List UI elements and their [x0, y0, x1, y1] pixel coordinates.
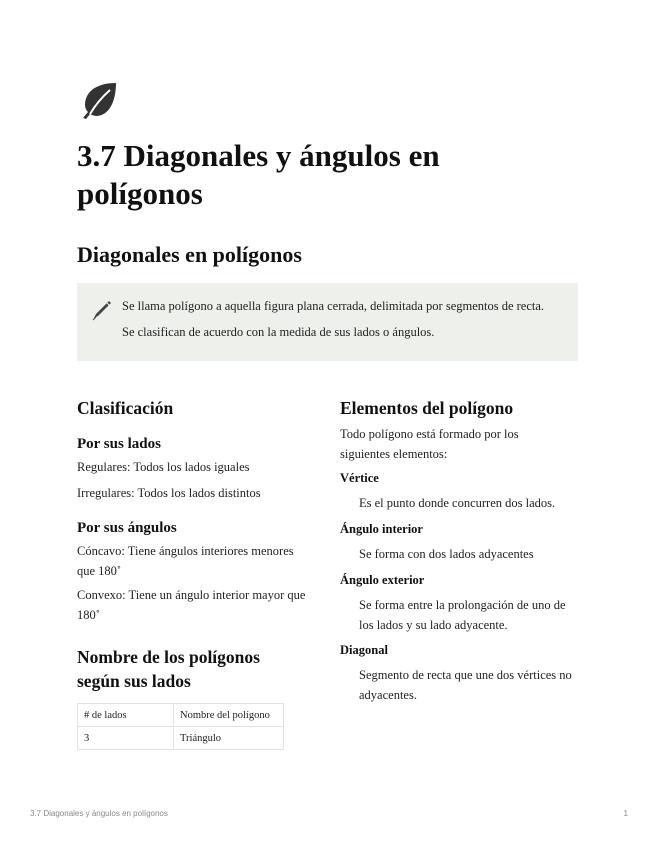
- table-header-cell: Nombre del polígono: [174, 704, 284, 727]
- elements-intro: Todo polígono está formado por los siguientes elementos:: [340, 427, 519, 461]
- note-line-1: Se llama polígono a aquella figura plana cerrada, delimitada por segmentos de recta.: [122, 299, 545, 313]
- page-number: 1: [623, 809, 628, 818]
- classification-heading: Clasificación: [77, 398, 174, 418]
- term-vertice: Vértice: [340, 471, 379, 485]
- table-header-row: [78, 704, 284, 727]
- regular-text: Regulares: Todos los lados iguales: [77, 460, 250, 474]
- right-column: [340, 396, 580, 705]
- term-angulo-exterior: Ángulo exterior: [340, 573, 425, 587]
- desc-vertice: Es el punto donde concurren dos lados.: [359, 496, 556, 510]
- desc-angulo-exterior: Se forma entre la prolongación de uno de los lados y su lado adyacente.: [359, 598, 566, 632]
- pen-icon: [91, 299, 113, 321]
- term-diagonal: Diagonal: [340, 643, 388, 657]
- note-line-2: Se clasifican de acuerdo con la medida de sus lados o ángulos.: [122, 325, 435, 339]
- term-angulo-interior: Ángulo interior: [340, 522, 423, 536]
- desc-diagonal: Segmento de recta que une dos vértices no adyacentes.: [359, 668, 572, 702]
- table-cell: 3: [78, 727, 174, 750]
- by-angles-heading: Por sus ángulos: [77, 520, 177, 536]
- leaf-icon: [80, 80, 120, 120]
- by-sides-heading: Por sus lados: [77, 436, 161, 452]
- concave-text: Cóncavo: Tiene ángulos interiores menores que 180˚: [77, 544, 294, 578]
- names-heading: Nombre de los polígonos según sus lados: [77, 647, 260, 691]
- irregular-text: Irregulares: Todos los lados distintos: [77, 486, 261, 500]
- footer-title: 3.7 Diagonales y ángulos en polígonos: [30, 809, 168, 818]
- left-column: [77, 396, 317, 750]
- polygon-names-table: [77, 703, 284, 750]
- page-title: 3.7 Diagonales y ángulos en polígonos: [77, 138, 440, 211]
- convex-text: Convexo: Tiene un ángulo interior mayor que 180˚: [77, 588, 306, 622]
- elements-heading: Elementos del polígono: [340, 398, 514, 418]
- table-row: [78, 727, 284, 750]
- table-header-cell: # de lados: [78, 704, 174, 727]
- table-cell: Triángulo: [174, 727, 284, 750]
- section-title: Diagonales en polígonos: [77, 242, 302, 267]
- desc-angulo-interior: Se forma con dos lados adyacentes: [359, 547, 534, 561]
- note-box: [77, 283, 578, 361]
